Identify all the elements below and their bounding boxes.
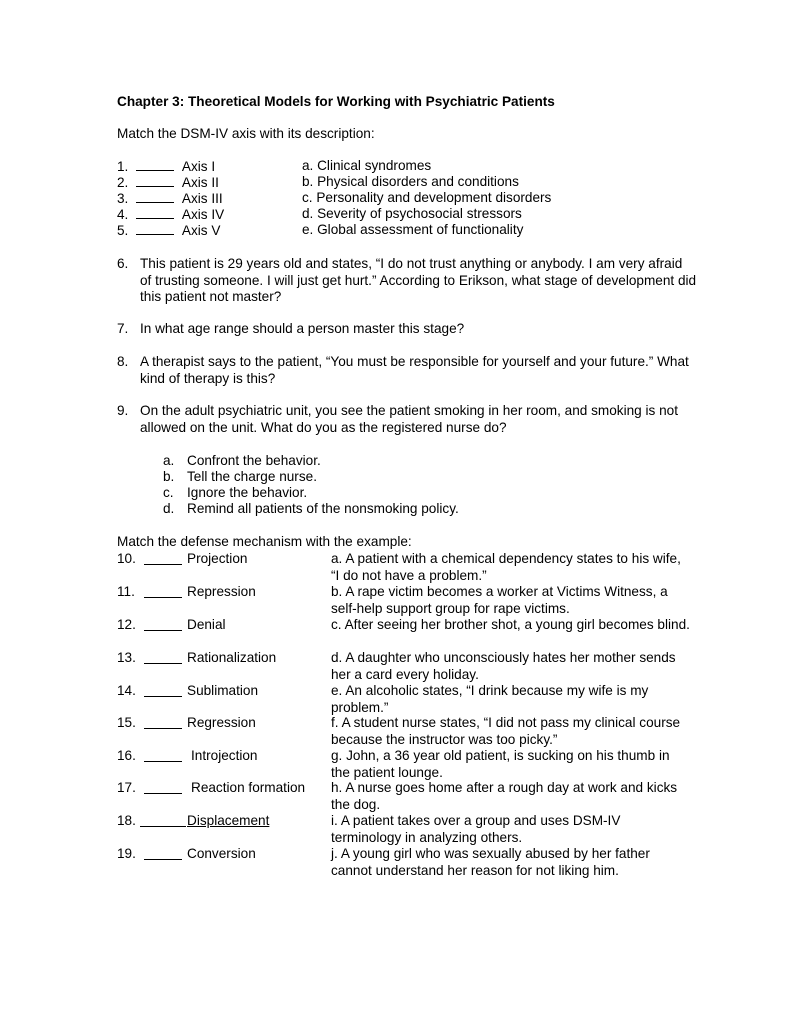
mechanism-name: Reaction formation [191,780,306,795]
answer-blank[interactable] [144,793,182,794]
example-text: c. After seeing her brother shot, a young girl becomes blind. [331,617,690,632]
question-number: 6. [117,256,129,271]
answer-blank[interactable] [140,826,186,827]
item-number: 16. [117,748,136,763]
answer-blank[interactable] [144,728,182,729]
example-text: d. A daughter who unconsciously hates her mother sends her a card every holiday. [331,650,676,682]
option-text: Tell the charge nurse. [187,469,317,484]
axis-row [117,174,219,191]
axis-number: 2. [117,175,129,190]
question-text: A therapist says to the patient, “You must be responsible for yourself and your future.” What kind of therapy is this? [140,354,689,386]
question-9 [117,403,697,436]
axis-row [117,206,224,223]
mechanism-name: Conversion [187,846,256,861]
defense-row [117,584,717,617]
item-number: 17. [117,780,136,795]
question-number: 7. [117,321,129,336]
axis-description: e. Global assessment of functionality [302,222,524,237]
example-text: f. A student nurse states, “I did not pass my clinical course because the instructor was too picky.” [331,715,681,747]
defense-instruction: Match the defense mechanism with the example: [117,534,412,549]
axis-description: d. Severity of psychosocial stressors [302,206,522,221]
mechanism-name: Projection [187,551,248,566]
answer-blank[interactable] [144,597,182,598]
defense-row [117,683,717,716]
option-letter: a. [163,453,175,468]
option-b[interactable] [163,469,317,485]
option-letter: d. [163,501,175,516]
option-text: Ignore the behavior. [187,485,308,500]
axis-label: Axis V [181,223,221,238]
item-number: 11. [117,584,135,599]
question-8 [117,354,697,387]
example-text: j. A young girl who was sexually abused by her father cannot understand her reason for not liking him. [331,846,650,878]
option-c[interactable] [163,485,307,501]
axis-description: a. Clinical syndromes [302,158,432,173]
item-number: 15. [117,715,136,730]
page-title: Chapter 3: Theoretical Models for Working with Psychiatric Patients [117,94,555,109]
example-text: h. A nurse goes home after a rough day at work and kicks the dog. [331,780,678,812]
mechanism-name: Regression [187,715,256,730]
question-6 [117,256,697,306]
item-number: 12. [117,617,136,632]
option-text: Remind all patients of the nonsmoking policy. [187,501,459,516]
axis-number: 5. [117,223,129,238]
mechanism-name: Repression [187,584,256,599]
answer-blank[interactable] [136,158,174,171]
mechanism-name: Sublimation [187,683,259,698]
axis-label: Axis I [181,159,216,174]
question-text: On the adult psychiatric unit, you see the patient smoking in her room, and smoking is not allowed on the unit. What do you as the registered nurse do? [140,403,678,435]
mechanism-name: Rationalization [187,650,277,665]
defense-row [117,846,717,879]
example-text: e. An alcoholic states, “I drink because my wife is my problem.” [331,683,649,715]
example-text: a. A patient with a chemical dependency states to his wife, “I do not have a problem.” [331,551,681,583]
defense-row [117,813,717,846]
axis-label: Axis II [181,175,219,190]
question-text: This patient is 29 years old and states, “I do not trust anything or anybody. I am very afraid of trusting someone. I will just get hurt.” According to Erikson, what stage of development did this patient not master? [140,256,697,304]
mechanism-name: Introjection [191,748,258,763]
question-number: 8. [117,354,129,369]
axis-description: b. Physical disorders and conditions [302,174,519,189]
answer-blank[interactable] [144,663,182,664]
option-text: Confront the behavior. [187,453,321,468]
defense-row [117,780,717,813]
answer-blank[interactable] [136,222,174,235]
defense-row [117,650,717,683]
answer-blank[interactable] [144,859,182,860]
item-number: 18. [117,813,136,828]
example-text: g. John, a 36 year old patient, is sucking on his thumb in the patient lounge. [331,748,670,780]
item-number: 10. [117,551,136,566]
defense-row [117,715,717,748]
axis-row [117,222,220,239]
example-text: i. A patient takes over a group and uses DSM-IV terminology in analyzing others. [331,813,621,845]
question-text: In what age range should a person master this stage? [140,321,465,336]
answer-blank[interactable] [144,761,182,762]
item-number: 13. [117,650,136,665]
answer-blank[interactable] [144,696,182,697]
axis-description: c. Personality and development disorders [302,190,552,205]
axis-number: 4. [117,207,129,222]
question-7 [117,321,697,338]
answer-blank[interactable] [144,564,182,565]
axis-label: Axis III [181,191,223,206]
item-number: 14. [117,683,136,698]
axis-label: Axis IV [181,207,225,222]
option-a[interactable] [163,453,321,469]
mechanism-name: Displacement [187,813,270,828]
item-number: 19. [117,846,136,861]
answer-blank[interactable] [136,174,174,187]
axis-number: 3. [117,191,129,206]
defense-row [117,748,717,781]
answer-blank[interactable] [136,206,174,219]
axis-row [117,190,223,207]
axis-number: 1. [117,159,129,174]
defense-row [117,617,717,650]
answer-blank[interactable] [136,190,174,203]
option-letter: c. [163,485,174,500]
axis-instruction: Match the DSM-IV axis with its description: [117,126,375,141]
option-d[interactable] [163,501,459,517]
mechanism-name: Denial [187,617,226,632]
axis-row [117,158,215,175]
defense-row [117,551,717,584]
answer-blank[interactable] [144,630,182,631]
example-text: b. A rape victim becomes a worker at Victims Witness, a self-help support group for rape victims. [331,584,668,616]
question-number: 9. [117,403,129,418]
option-letter: b. [163,469,175,484]
